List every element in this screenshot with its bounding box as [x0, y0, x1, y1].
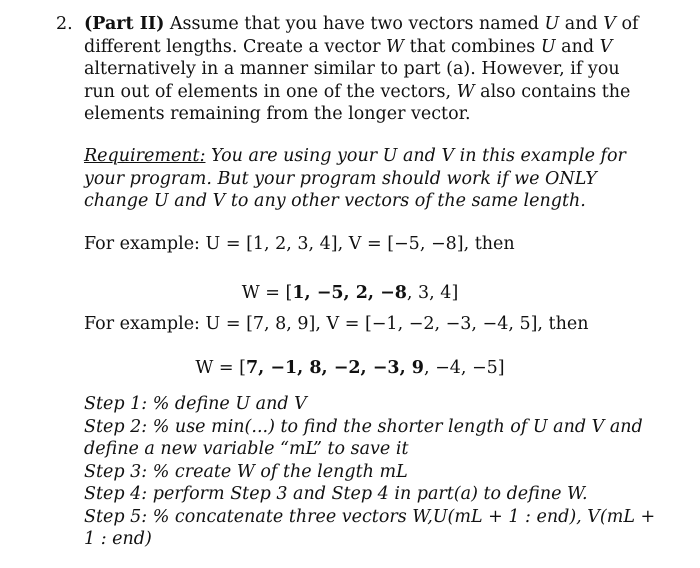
part-label: (Part II) [84, 14, 165, 34]
example-v-definition: V = [−5, −8] [348, 234, 464, 254]
example-2-line [84, 313, 656, 336]
var-u: U [544, 14, 560, 34]
example-2-result [0, 357, 700, 380]
step-4: Step 4: perform Step 3 and Step 4 in part(a) to define W. [84, 484, 588, 504]
result-bold-part: 1, −5, 2, −8 [292, 283, 407, 303]
result-rest: , 3, 4] [406, 283, 459, 303]
problem-text: of different lengths. Create a vector [84, 14, 639, 57]
example-v-definition: V = [−1, −2, −3, −4, 5] [326, 314, 538, 334]
example-1-result [0, 282, 700, 305]
var-v: V [603, 14, 616, 34]
example-u-definition: U = [1, 2, 3, 4], [205, 234, 349, 254]
var-u: U [540, 36, 556, 57]
result-lhs: W = [ [241, 283, 293, 303]
problem-text: Assume that you have two vectors named [164, 14, 545, 34]
problem-text: that combines [404, 36, 541, 57]
problem-text: alternatively in a manner similar to part (a). However, if you run out of elements in one of the vectors, [84, 59, 620, 102]
problem-number: 2. [56, 14, 73, 34]
step-3: Step 3: % create W of the length mL [84, 461, 408, 482]
steps-list [84, 393, 656, 551]
problem-text: and [555, 36, 600, 57]
step-5: Step 5: % concatenate three vectors W,U(mL + 1 : end), V(mL + 1 : end) [84, 506, 656, 549]
requirement-paragraph [84, 145, 656, 213]
result-rest: , −4, −5] [423, 358, 505, 378]
example-1-line [84, 233, 656, 256]
var-w: W [386, 36, 405, 57]
requirement-label: Requirement: [84, 146, 206, 166]
example-prefix: For example: [84, 234, 206, 254]
result-bold-part: 7, −1, 8, −2, −3, 9 [245, 358, 424, 378]
var-v: V [599, 36, 613, 57]
example-suffix: , then [463, 234, 515, 254]
example-u-definition: U = [7, 8, 9], [205, 314, 327, 334]
problem-text: also contains the elements remaining from the longer vector. [84, 81, 631, 124]
requirement-text: You are using your U and V in this example for your program. But your program should work if we ONLY change U and V to any other vectors of the same length. [84, 146, 626, 211]
example-suffix: , then [537, 314, 589, 334]
step-2: Step 2: % use min(...) to find the shorter length of U and V and define a new variable “mL” to save it [84, 416, 643, 459]
result-lhs: W = [ [195, 358, 246, 378]
example-prefix: For example: [84, 314, 206, 334]
step-1: Step 1: % define U and V [84, 394, 307, 414]
var-w: W [456, 81, 475, 102]
problem-statement [84, 13, 656, 126]
problem-text: and [559, 14, 604, 34]
